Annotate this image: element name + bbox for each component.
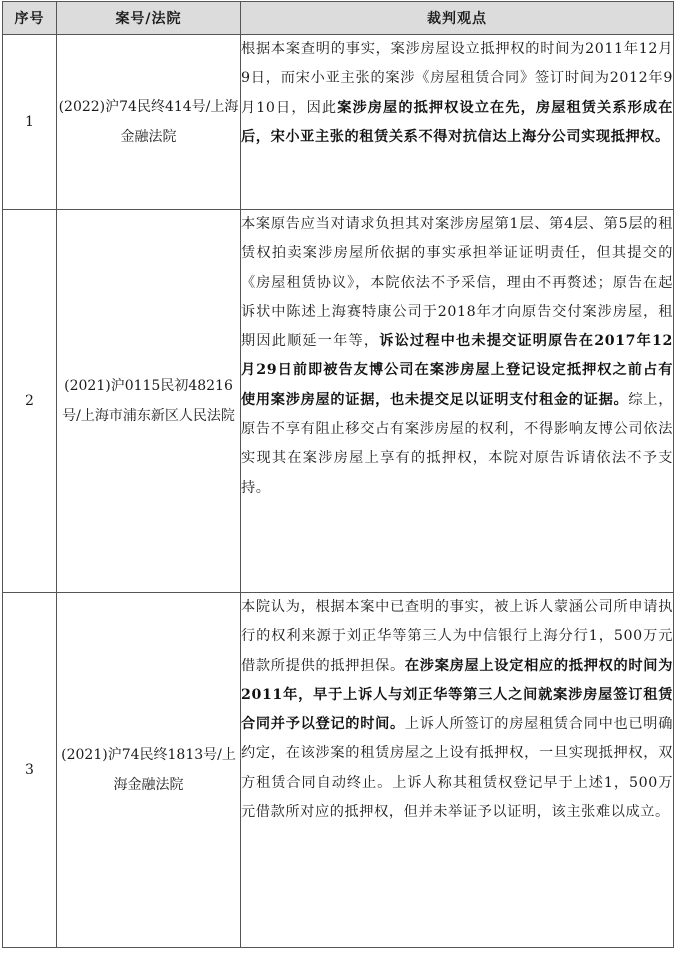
table-row	[3, 35, 674, 210]
header-opinion: 裁判观点	[241, 2, 674, 35]
opinion-segment: 本案原告应当对请求负担其对案涉房屋第1层、第4层、第5层的租赁权拍卖案涉房屋所依据的事实承担举证证明责任，但其提交的《房屋租赁协议》，本院依法不予采信，理由不再赘述；原告在起诉状中陈述上海赛特康公司于2018年才向原告交付案涉房屋，租期因此顺延一年等，	[241, 216, 673, 350]
header-case-court: 案号/法院	[57, 2, 241, 35]
case-court: (2022)沪74民终414号/上海金融法院	[57, 35, 241, 210]
opinion-segment-bold: 案涉房屋的抵押权设立在先，房屋租赁关系形成在后，宋小亚主张的租赁关系不得对抗信达上海分公司实现抵押权。	[241, 99, 673, 145]
opinion-text	[241, 210, 674, 593]
header-number: 序号	[3, 2, 57, 35]
row-number: 3	[3, 593, 57, 948]
case-court: (2021)沪0115民初48216号/上海市浦东新区人民法院	[57, 210, 241, 593]
opinion-segment-bold: 诉讼过程中也未提交证明原告在2017年12月29日前即被告友博公司在案涉房屋上登记设定抵押权之前占有使用案涉房屋的证据，也未提交足以证明支付租金的证据。	[241, 333, 673, 408]
row-number: 1	[3, 35, 57, 210]
case-table	[2, 1, 674, 948]
opinion-text	[241, 35, 674, 210]
opinion-segment: 根据本案查明的事实，案涉房屋设立抵押权的时间为2011年12月9日，而宋小亚主张的案涉《房屋租赁合同》签订时间为2012年9月10日，因此	[241, 41, 673, 116]
opinion-segment: 本院认为，根据本案中已查明的事实，被上诉人蒙涵公司所申请执行的权利来源于刘正华等第三人为中信银行上海分行1，500万元借款所提供的抵押担保。	[241, 599, 673, 674]
opinion-segment-bold: 在涉案房屋上设定相应的抵押权的时间为2011年，早于上诉人与刘正华等第三人之间就案涉房屋签订租赁合同并予以登记的时间。	[241, 657, 673, 733]
row-number: 2	[3, 210, 57, 593]
table-row	[3, 210, 674, 593]
case-court: (2021)沪74民终1813号/上海金融法院	[57, 593, 241, 948]
opinion-text	[241, 593, 674, 948]
opinion-segment: 综上，原告不享有阻止移交占有案涉房屋的权利，不得影响友博公司依法实现其在案涉房屋上享有的抵押权，本院对原告诉请依法不予支持。	[241, 391, 673, 496]
header-row	[3, 2, 674, 35]
table-row	[3, 593, 674, 948]
opinion-segment: 上诉人所签订的房屋租赁合同中也已明确约定，在该涉案的租赁房屋之上设有抵押权，一旦实现抵押权，双方租赁合同自动终止。上诉人称其租赁权登记早于上述1，500万元借款所对应的抵押权，但并未举证予以证明，该主张难以成立。	[241, 716, 673, 821]
